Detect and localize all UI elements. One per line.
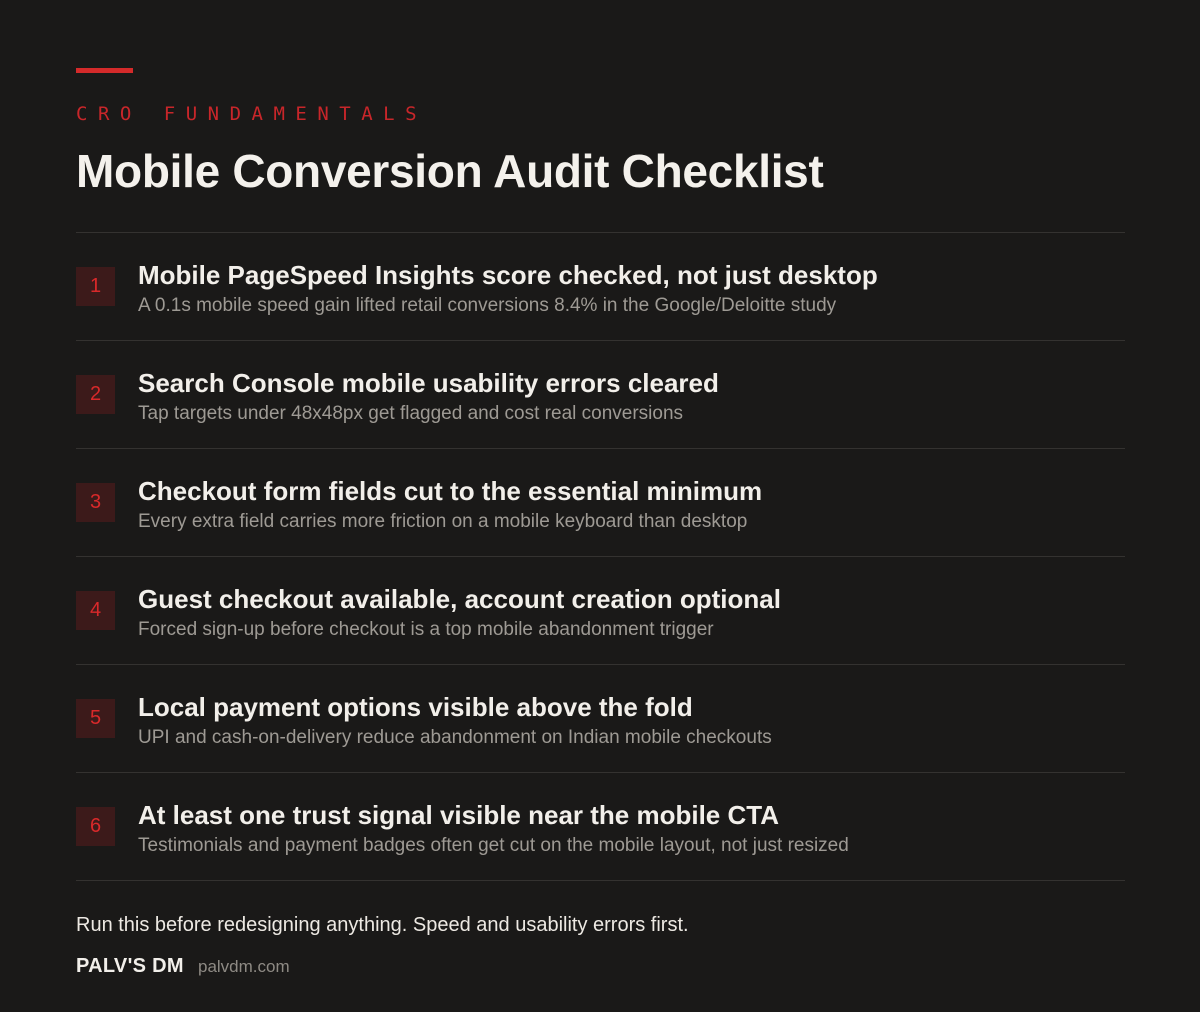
site-url: palvdm.com [198,957,290,976]
item-description: Testimonials and payment badges often get cut on the mobile layout, not just resized [138,835,849,856]
checklist-item [76,449,1125,556]
item-number-badge: 6 [76,807,115,846]
item-title: Guest checkout available, account creation optional [138,584,781,614]
item-number-badge: 5 [76,699,115,738]
item-description: Every extra field carries more friction on a mobile keyboard than desktop [138,511,748,532]
page-title: Mobile Conversion Audit Checklist [76,145,824,197]
divider [76,880,1125,881]
item-description: Forced sign-up before checkout is a top mobile abandonment trigger [138,619,714,640]
item-number-badge: 1 [76,267,115,306]
checklist-item [76,557,1125,664]
item-number-badge: 4 [76,591,115,630]
item-title: Search Console mobile usability errors cleared [138,368,719,398]
checklist-item [76,341,1125,448]
item-number-badge: 2 [76,375,115,414]
checklist-item [76,233,1125,340]
checklist-item [76,773,1125,880]
item-title: At least one trust signal visible near the mobile CTA [138,800,779,830]
item-number-badge: 3 [76,483,115,522]
brand-name: PALV'S DM [76,955,184,977]
item-description: UPI and cash-on-delivery reduce abandonment on Indian mobile checkouts [138,727,772,748]
item-description: A 0.1s mobile speed gain lifted retail conversions 8.4% in the Google/Deloitte study [138,295,837,316]
footer-note: Run this before redesigning anything. Speed and usability errors first. [76,914,689,936]
item-title: Checkout form fields cut to the essential minimum [138,476,763,506]
eyebrow-label: CRO FUNDAMENTALS [76,103,428,125]
checklist-item [76,665,1125,772]
item-description: Tap targets under 48x48px get flagged and cost real conversions [138,403,684,424]
accent-bar [76,68,133,73]
item-title: Local payment options visible above the fold [138,692,693,722]
item-title: Mobile PageSpeed Insights score checked, not just desktop [138,260,878,290]
